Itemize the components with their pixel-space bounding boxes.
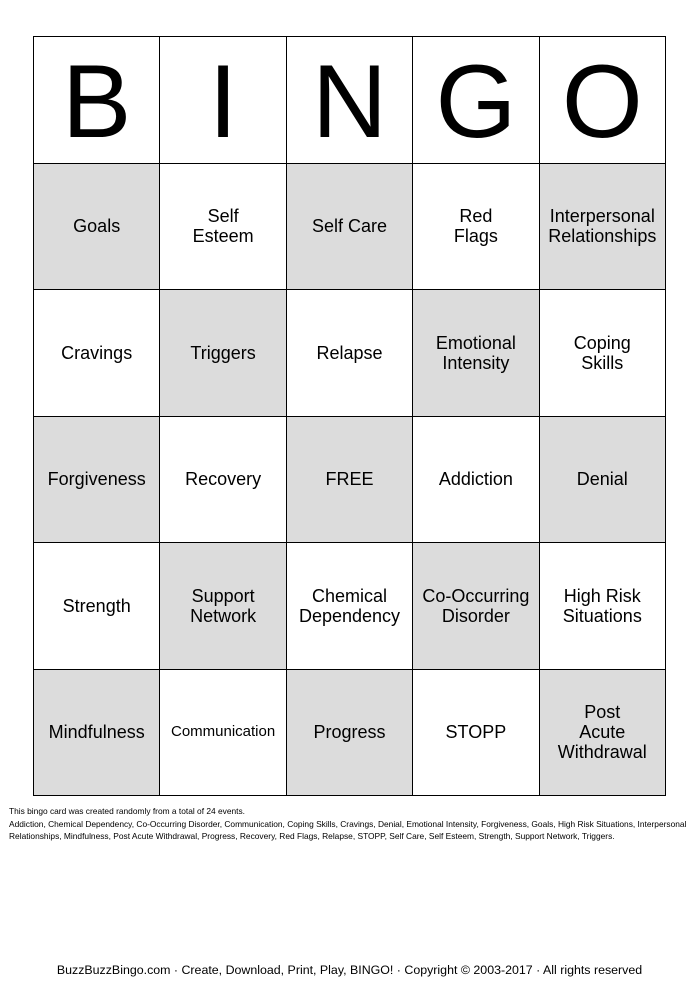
bingo-square: Interpersonal Relationships bbox=[540, 164, 666, 291]
bingo-square: Addiction bbox=[413, 417, 539, 544]
header-letter-i: I bbox=[160, 37, 286, 164]
bingo-square: Mindfulness bbox=[34, 670, 160, 797]
site-footer: BuzzBuzzBingo.com · Create, Download, Print, Play, BINGO! · Copyright © 2003-2017 · All rights reserved bbox=[56, 963, 643, 977]
bingo-square: Relapse bbox=[287, 290, 413, 417]
bingo-square: Emotional Intensity bbox=[413, 290, 539, 417]
header-letter-g: G bbox=[413, 37, 539, 164]
bingo-square: Cravings bbox=[34, 290, 160, 417]
bingo-square: Communication bbox=[160, 670, 286, 797]
header-letter-n: N bbox=[287, 37, 413, 164]
card-info bbox=[9, 805, 691, 843]
bingo-square: Strength bbox=[34, 543, 160, 670]
bingo-square: Co-Occurring Disorder bbox=[413, 543, 539, 670]
bingo-square: Support Network bbox=[160, 543, 286, 670]
bingo-card bbox=[33, 36, 666, 796]
bingo-square: STOPP bbox=[413, 670, 539, 797]
bingo-square: Forgiveness bbox=[34, 417, 160, 544]
header-letter-o: O bbox=[540, 37, 666, 164]
bingo-square: Progress bbox=[287, 670, 413, 797]
card-info-summary: This bingo card was created randomly from a total of 24 events. bbox=[9, 806, 246, 816]
bingo-square: Coping Skills bbox=[540, 290, 666, 417]
bingo-square: Self Care bbox=[287, 164, 413, 291]
bingo-square: Goals bbox=[34, 164, 160, 291]
bingo-square: High Risk Situations bbox=[540, 543, 666, 670]
header-letter-b: B bbox=[34, 37, 160, 164]
free-square: FREE bbox=[287, 417, 413, 544]
bingo-square: Red Flags bbox=[413, 164, 539, 291]
bingo-square: Self Esteem bbox=[160, 164, 286, 291]
bingo-square: Recovery bbox=[160, 417, 286, 544]
bingo-square: Chemical Dependency bbox=[287, 543, 413, 670]
bingo-square: Denial bbox=[540, 417, 666, 544]
bingo-square: Triggers bbox=[160, 290, 286, 417]
bingo-square: Post Acute Withdrawal bbox=[540, 670, 666, 797]
card-info-events: Addiction, Chemical Dependency, Co-Occurring Disorder, Communication, Coping Skills, Cravings, Denial, Emotional Intensity, Forgiveness, Goals, High Risk Situations, Interpersonal Relationships, Mindfulness, Post Acute Withdrawal, Progress, Recovery, Red Flags, Relapse, STOPP, Self Care, Self Esteem, Strength, Support Network, Triggers. bbox=[9, 818, 687, 842]
